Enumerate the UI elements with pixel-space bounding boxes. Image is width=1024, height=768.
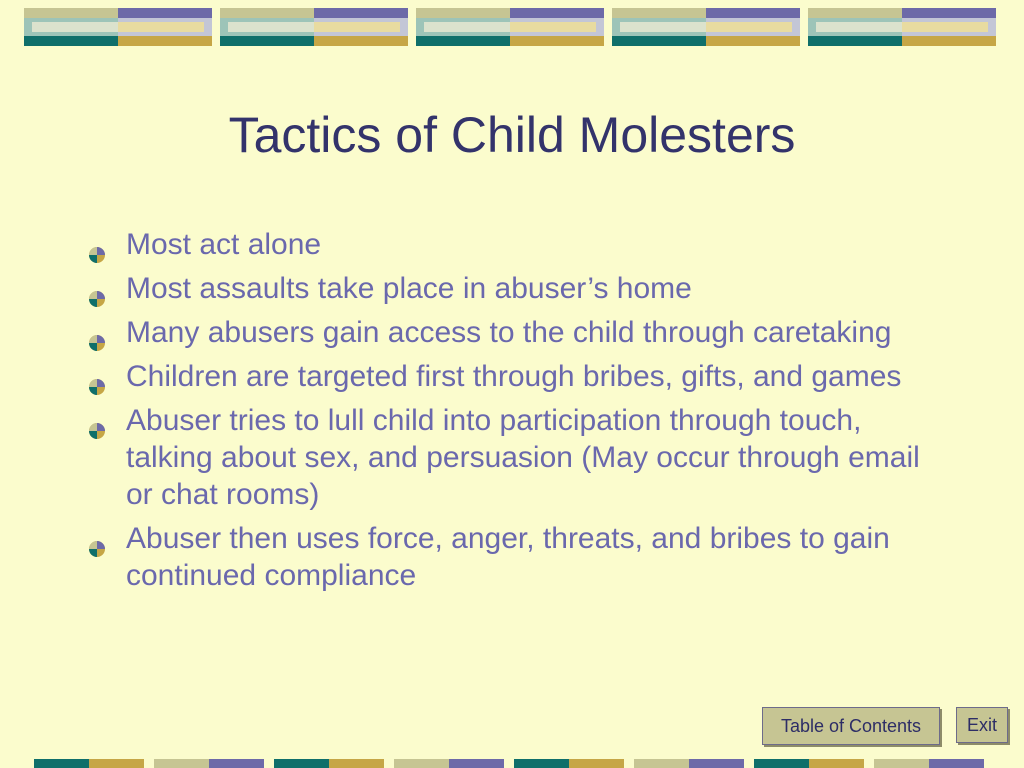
bullet-text: Abuser tries to lull child into participation through touch, talking about sex, and persuasion (May occur through email or chat rooms) bbox=[126, 404, 920, 511]
band-tile bbox=[808, 8, 996, 46]
list-item bbox=[86, 520, 946, 594]
list-item bbox=[86, 358, 946, 395]
quadrant-bullet-icon bbox=[88, 368, 106, 386]
bullet-text: Most assaults take place in abuser’s home bbox=[126, 272, 692, 305]
band-tile bbox=[634, 759, 744, 768]
quadrant-bullet-icon bbox=[88, 324, 106, 342]
band-tile bbox=[514, 759, 624, 768]
bullet-list bbox=[86, 226, 946, 601]
list-item bbox=[86, 270, 946, 307]
band-tile bbox=[612, 8, 800, 46]
bullet-text: Most act alone bbox=[126, 228, 322, 261]
band-tile bbox=[24, 8, 212, 46]
quadrant-bullet-icon bbox=[88, 530, 106, 548]
band-tile bbox=[154, 759, 264, 768]
band-tile bbox=[394, 759, 504, 768]
band-tile bbox=[416, 8, 604, 46]
table-of-contents-button[interactable]: Table of Contents bbox=[762, 707, 940, 745]
top-decorative-band bbox=[24, 8, 998, 46]
bottom-decorative-band bbox=[34, 759, 1024, 768]
band-tile bbox=[754, 759, 864, 768]
band-tile bbox=[220, 8, 408, 46]
bullet-text: Children are targeted first through bribes, gifts, and games bbox=[126, 360, 902, 393]
band-tile bbox=[34, 759, 144, 768]
slide-title: Tactics of Child Molesters bbox=[228, 107, 796, 163]
band-tile bbox=[874, 759, 984, 768]
exit-button[interactable]: Exit bbox=[956, 707, 1008, 743]
band-tile bbox=[274, 759, 384, 768]
quadrant-bullet-icon bbox=[88, 412, 106, 430]
quadrant-bullet-icon bbox=[88, 280, 106, 298]
list-item bbox=[86, 226, 946, 263]
list-item bbox=[86, 402, 946, 513]
list-item bbox=[86, 314, 946, 351]
bullet-text: Many abusers gain access to the child through caretaking bbox=[126, 316, 892, 349]
bullet-text: Abuser then uses force, anger, threats, and bribes to gain continued compliance bbox=[126, 522, 890, 592]
quadrant-bullet-icon bbox=[88, 236, 106, 254]
